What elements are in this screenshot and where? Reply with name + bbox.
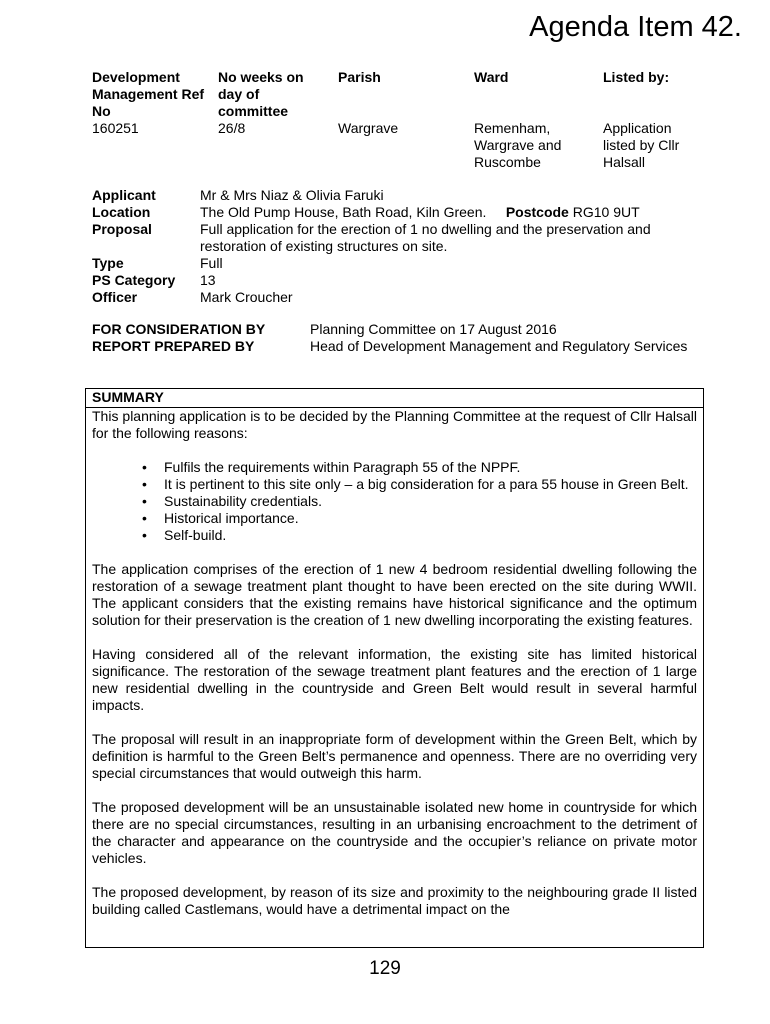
summary-paragraph: The proposed development, by reason of its size and proximity to the neighbouring grade II listed building called Castlemans, would have a detrimental impact on the bbox=[92, 884, 697, 917]
reason-item: • Fulfils the requirements within Paragraph 55 of the NPPF. bbox=[164, 459, 697, 476]
listed-by-header: Listed by: bbox=[603, 69, 670, 85]
applicant-value: Mr & Mrs Niaz & Olivia Faruki bbox=[200, 187, 384, 203]
proposal-value: Full application for the erection of 1 no dwelling and the preservation and restoration of existing structures on site. bbox=[200, 221, 651, 254]
location-value: The Old Pump House, Bath Road, Kiln Green. bbox=[200, 204, 487, 220]
summary-paragraph: The proposed development will be an unsustainable isolated new home in countryside for which there are no special circumstances, resulting in an urbanising encroachment to the detriment of the character and appearance on the countryside and the occupier’s reliance on private motor vehicles. bbox=[92, 799, 697, 866]
weeks-column bbox=[218, 69, 330, 137]
agenda-item-title: Agenda Item 42. bbox=[529, 11, 742, 43]
report-prepared-label: REPORT PREPARED BY bbox=[92, 338, 255, 354]
application-details bbox=[92, 187, 712, 306]
weeks-value: 26/8 bbox=[218, 120, 246, 136]
type-value: Full bbox=[200, 255, 223, 271]
reason-item: • Sustainability credentials. bbox=[164, 493, 697, 510]
for-consideration-label: FOR CONSIDERATION BY bbox=[92, 321, 266, 337]
ps-category-value: 13 bbox=[200, 272, 216, 288]
ward-header: Ward bbox=[474, 69, 509, 85]
weeks-header: No weeks on day of committee bbox=[218, 69, 304, 119]
officer-label: Officer bbox=[92, 289, 138, 305]
ward-value: Remenham, Wargrave and Ruscombe bbox=[474, 120, 562, 170]
for-consideration-value: Planning Committee on 17 August 2016 bbox=[310, 321, 557, 337]
location-line bbox=[200, 204, 712, 221]
reason-item: • It is pertinent to this site only – a big consideration for a para 55 house in Green Belt. bbox=[164, 476, 697, 493]
parish-column bbox=[338, 69, 458, 137]
parish-header: Parish bbox=[338, 69, 381, 85]
officer-value: Mark Croucher bbox=[200, 289, 293, 305]
reason-item: • Historical importance. bbox=[164, 510, 697, 527]
listed-by-column bbox=[603, 69, 703, 171]
ref-header: Development Management Ref No bbox=[92, 69, 205, 119]
applicant-label: Applicant bbox=[92, 187, 156, 203]
summary-heading: SUMMARY bbox=[86, 389, 703, 408]
summary-paragraph: Having considered all of the relevant information, the existing site has limited historical significance. The restoration of the sewage treatment plant features and the erection of 1 large new residential dwelling in the countryside and Green Belt would result in several harmful impacts. bbox=[92, 646, 697, 713]
summary-intro: This planning application is to be decided by the Planning Committee at the request of Cllr Halsall for the following reasons: bbox=[92, 408, 697, 441]
reasons-list bbox=[92, 459, 697, 544]
proposal-label: Proposal bbox=[92, 221, 152, 237]
listed-by-value: Application listed by Cllr Halsall bbox=[603, 120, 680, 170]
ref-column bbox=[92, 69, 212, 137]
postcode-label: Postcode bbox=[505, 204, 569, 220]
type-label: Type bbox=[92, 255, 124, 271]
page-number: 129 bbox=[369, 958, 401, 979]
summary-body bbox=[86, 408, 703, 918]
summary-paragraph: The proposal will result in an inappropriate form of development within the Green Belt, which by definition is harmful to the Green Belt’s permanence and openness. There are no overriding very special circumstances that would outweigh this harm. bbox=[92, 731, 697, 781]
parish-value: Wargrave bbox=[338, 120, 399, 136]
location-label: Location bbox=[92, 204, 151, 220]
reason-item: • Self-build. bbox=[164, 527, 697, 544]
ps-category-label: PS Category bbox=[92, 272, 176, 288]
report-prepared-value: Head of Development Management and Regulatory Services bbox=[310, 338, 688, 354]
summary-box bbox=[85, 388, 704, 948]
ward-column bbox=[474, 69, 582, 171]
ref-value: 160251 bbox=[92, 120, 139, 136]
postcode-value: RG10 9UT bbox=[572, 204, 640, 220]
summary-paragraph: The application comprises of the erection of 1 new 4 bedroom residential dwelling following the restoration of a sewage treatment plant thought to have been erected on the site during WWII. The applicant considers that the existing remains have historical significance and the optimum solution for their preservation is the creation of 1 new dwelling incorporating the existing features. bbox=[92, 561, 697, 628]
consideration-block bbox=[92, 321, 712, 355]
